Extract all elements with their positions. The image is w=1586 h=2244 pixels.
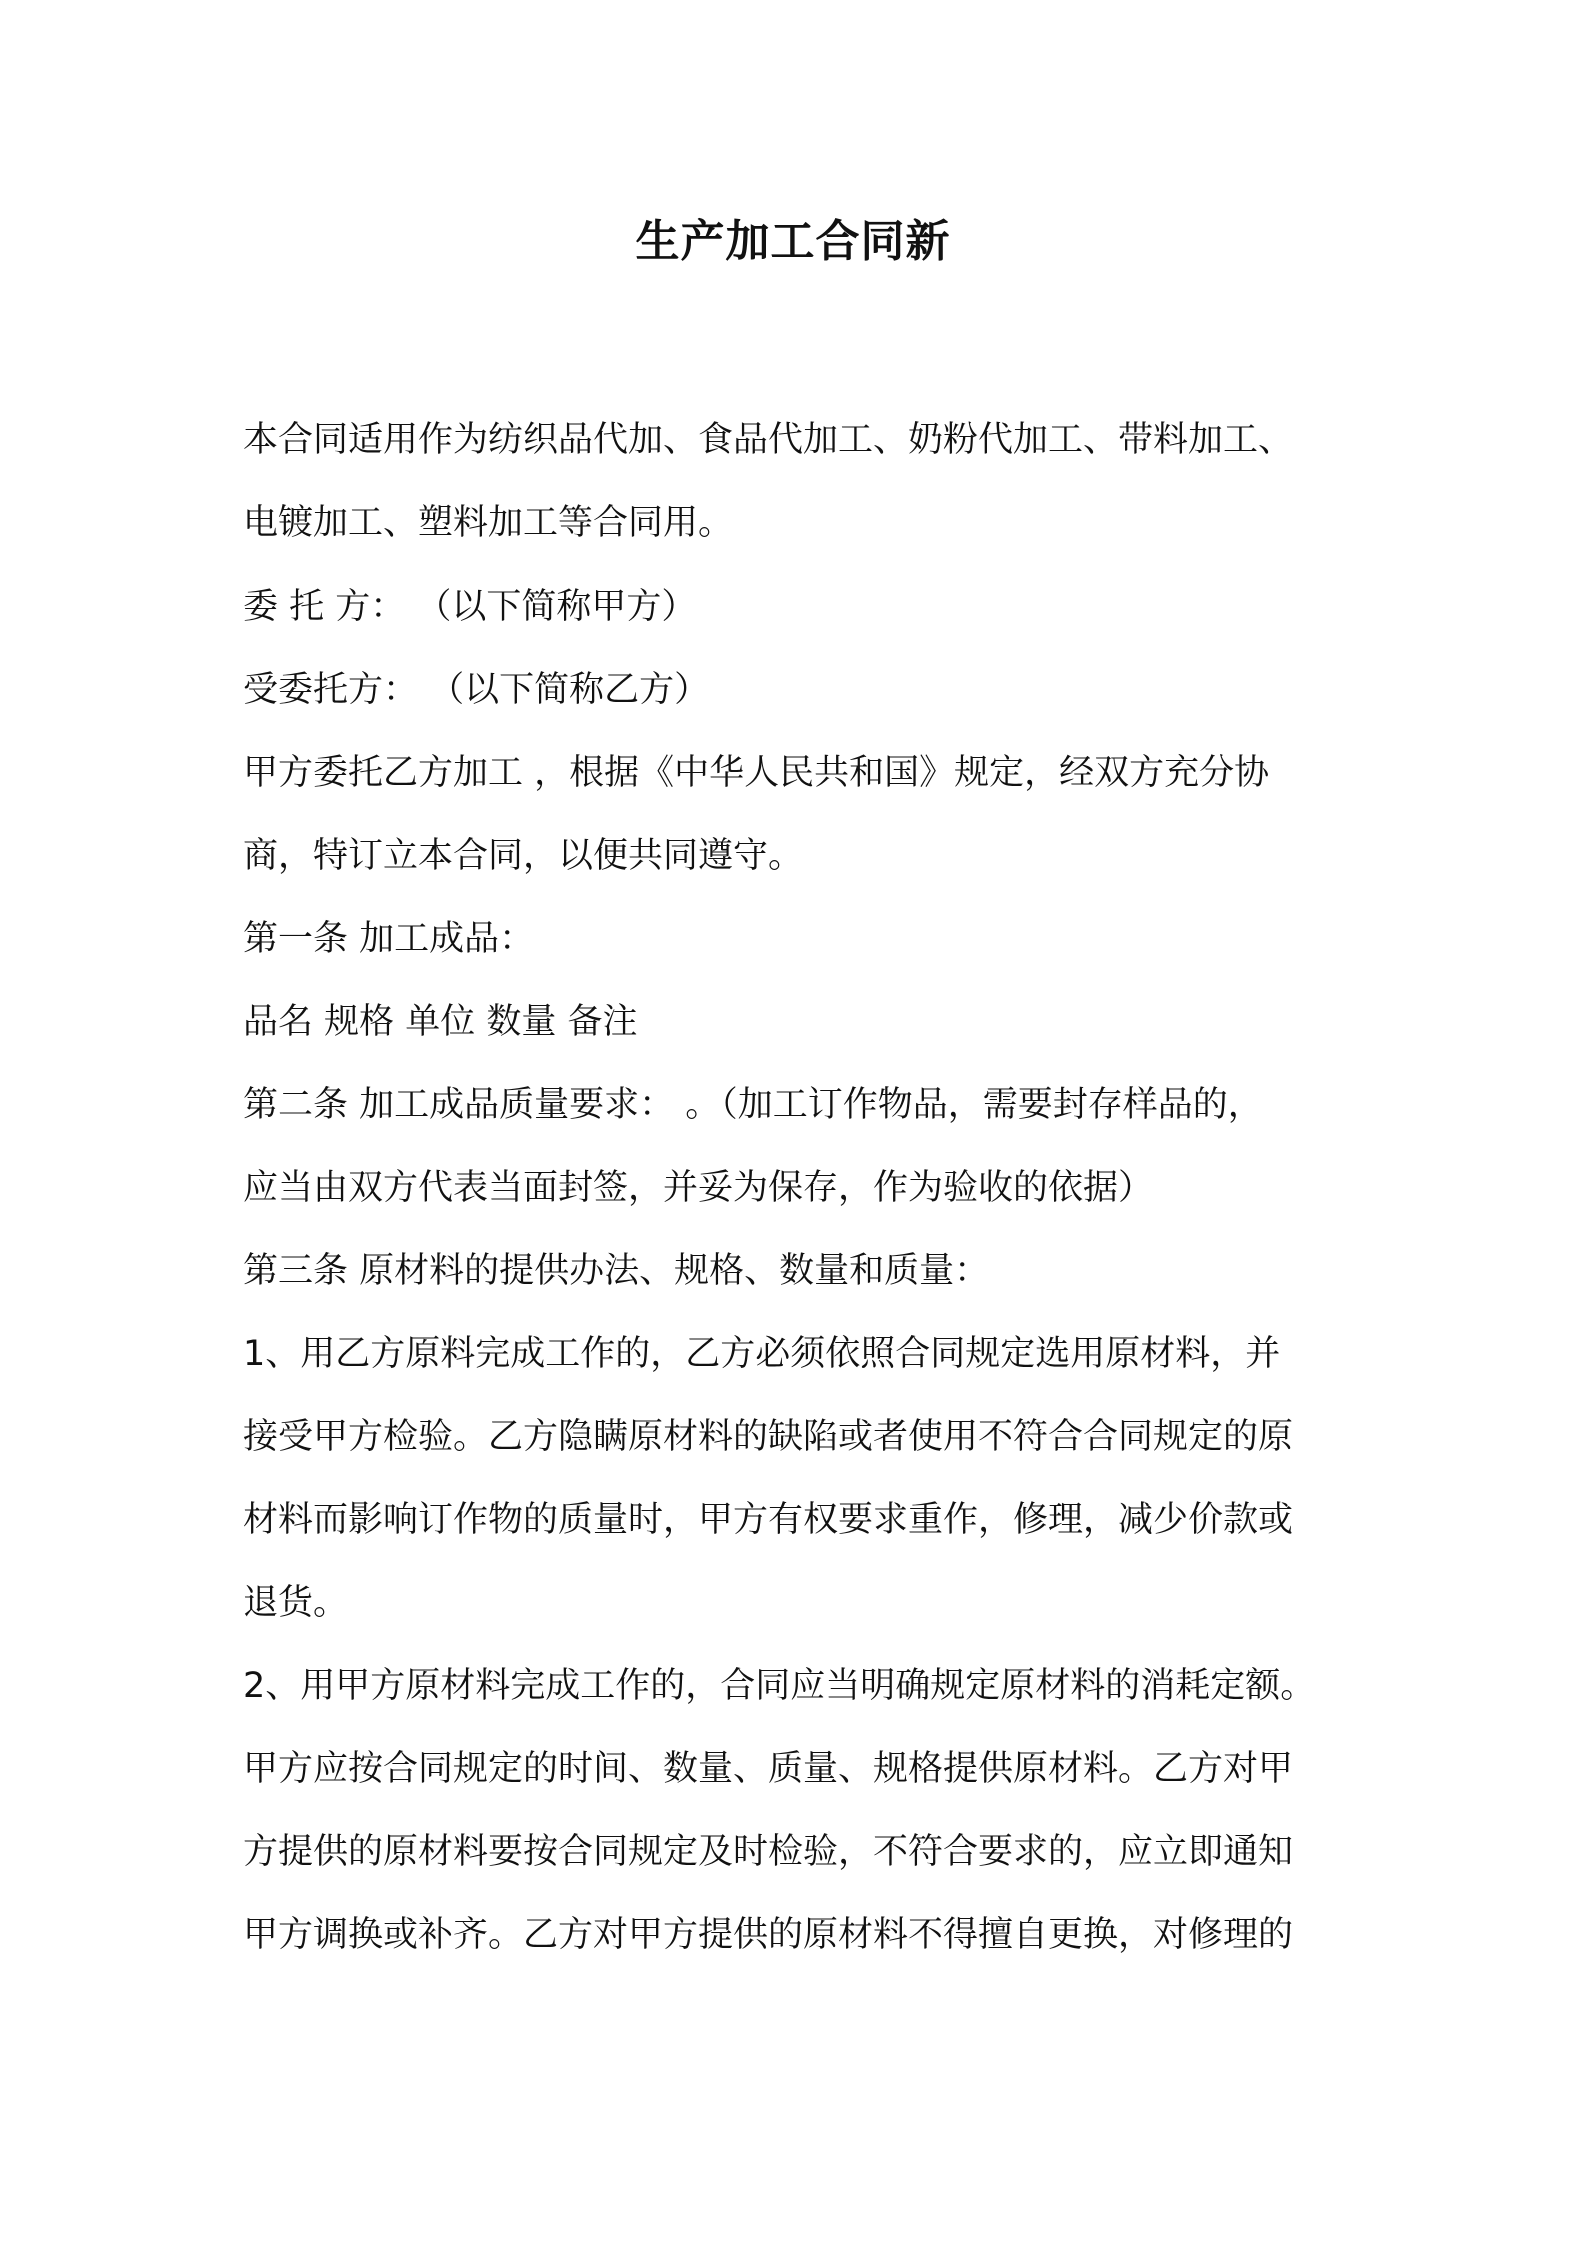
paragraph-line-7: 第一条 加工成品：	[243, 919, 535, 959]
paragraph-line-17: 甲方应按合同规定的时间、数量、质量、规格提供原材料。乙方对甲	[243, 1749, 1294, 1789]
paragraph-line-19: 甲方调换或补齐。乙方对甲方提供的原材料不得擅自更换，对修理的	[243, 1915, 1294, 1955]
paragraph-line-5: 甲方委托乙方加工 ，根据《中华人民共和国》规定，经双方充分协	[243, 753, 1270, 793]
paragraph-line-2: 电镀加工、塑料加工等合同用。	[243, 503, 734, 543]
paragraph-line-4: 受委托方： （以下简称乙方）	[243, 670, 710, 710]
paragraph-line-6: 商，特订立本合同，以便共同遵守。	[243, 836, 804, 876]
paragraph-line-8: 品名 规格 单位 数量 备注	[243, 1002, 638, 1042]
paragraph-line-3: 委 托 方： （以下简称甲方）	[243, 587, 697, 627]
paragraph-line-11: 第三条 原材料的提供办法、规格、数量和质量：	[243, 1251, 990, 1291]
paragraph-line-12: 1、用乙方原料完成工作的，乙方必须依照合同规定选用原材料，并	[243, 1334, 1281, 1374]
paragraph-line-16: 2、用甲方原材料完成工作的，合同应当明确规定原材料的消耗定额。	[243, 1666, 1316, 1706]
paragraph-line-10: 应当由双方代表当面封签，并妥为保存，作为验收的依据）	[243, 1168, 1154, 1208]
document-title: 生产加工合同新	[635, 216, 951, 267]
paragraph-line-13: 接受甲方检验。乙方隐瞒原材料的缺陷或者使用不符合合同规定的原	[243, 1417, 1294, 1457]
paragraph-line-9: 第二条 加工成品质量要求： 。（加工订作物品，需要封存样品的，	[243, 1085, 1263, 1125]
paragraph-line-18: 方提供的原材料要按合同规定及时检验，不符合要求的，应立即通知	[243, 1832, 1294, 1872]
paragraph-line-1: 本合同适用作为纺织品代加、食品代加工、奶粉代加工、带料加工、	[243, 420, 1294, 460]
paragraph-line-15: 退货。	[243, 1583, 349, 1623]
paragraph-line-14: 材料而影响订作物的质量时，甲方有权要求重作，修理，减少价款或	[243, 1500, 1294, 1540]
